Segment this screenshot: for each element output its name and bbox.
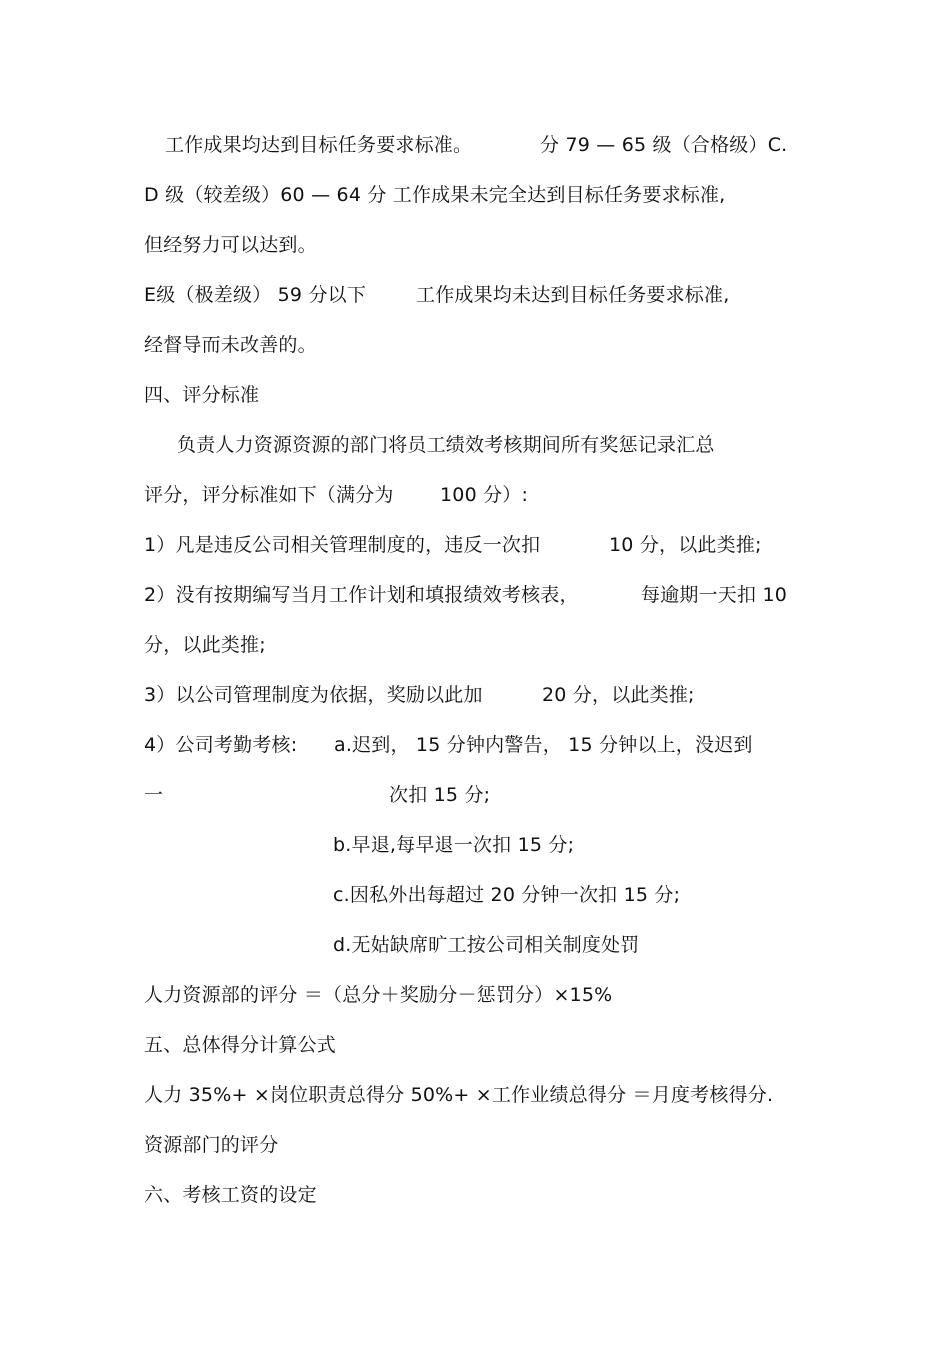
text-segment: 1）凡是违反公司相关管理制度的，违反一次扣 [144, 534, 541, 556]
text-line: b.早退,每早退一次扣 15 分; [333, 834, 575, 856]
section-heading: 六、考核工资的设定 [144, 1184, 317, 1206]
text-segment: E级（极差级） 59 分以下 [144, 284, 367, 306]
section-heading: 四、评分标准 [144, 384, 260, 406]
text-segment: 一 [144, 784, 164, 806]
section-heading: 五、总体得分计算公式 [144, 1034, 337, 1056]
text-line: 经督导而未改善的。 [144, 334, 317, 356]
text-segment: 10 分，以此类推; [609, 534, 762, 556]
text-segment: 100 分）: [440, 484, 529, 506]
text-line: 资源部门的评分 [144, 1134, 279, 1156]
text-segment: 工作成果均未达到目标任务要求标准, [416, 284, 730, 306]
text-segment: 工作成果均达到目标任务要求标准。 [165, 134, 473, 156]
text-segment: a.迟到， 15 分钟内警告， 15 分钟以上，没迟到 [334, 734, 753, 756]
text-segment: 次扣 15 分; [389, 784, 491, 806]
text-line: 分，以此类推; [144, 634, 266, 656]
text-line: D 级（较差级）60 — 64 分 工作成果未完全达到目标任务要求标准, [144, 184, 726, 206]
text-line: c.因私外出每超过 20 分钟一次扣 15 分; [333, 884, 681, 906]
text-segment: 4）公司考勤考核: [144, 734, 298, 756]
text-segment: 2）没有按期编写当月工作计划和填报绩效考核表， [144, 584, 579, 606]
text-segment: 分 79 — 65 级（合格级）C. [540, 134, 788, 156]
text-segment: 评分，评分标准如下（满分为 [144, 484, 394, 506]
text-segment: 每逾期一天扣 10 [641, 584, 788, 606]
text-line: d.无姑缺席旷工按公司相关制度处罚 [333, 934, 640, 956]
formula-line: 人力 35%+ ×岗位职责总得分 50%+ ×工作业绩总得分 ＝月度考核得分. [144, 1084, 774, 1106]
formula-line: 人力资源部的评分 ＝（总分＋奖励分－惩罚分）×15% [144, 984, 613, 1006]
text-line: 但经努力可以达到。 [144, 234, 317, 256]
text-segment: 20 分，以此类推; [542, 684, 695, 706]
text-segment: 3）以公司管理制度为依据，奖励以此加 [144, 684, 483, 706]
text-line: 负责人力资源资源的部门将员工绩效考核期间所有奖惩记录汇总 [177, 434, 715, 456]
